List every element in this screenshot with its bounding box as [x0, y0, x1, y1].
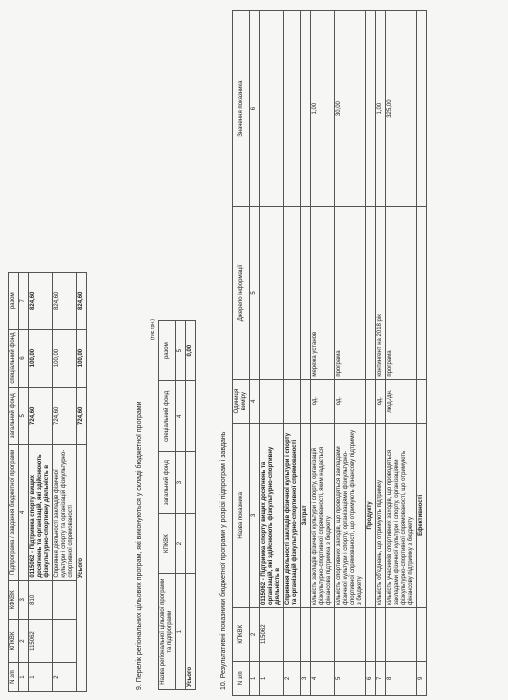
t3-value [417, 11, 427, 207]
t3-kpkvk [366, 608, 376, 662]
t1-header: Підпрограма / завдання бюджетної програми [9, 444, 19, 580]
table-row-total [77, 273, 87, 692]
t2-empty [186, 513, 196, 573]
t1-gf: 724,60 [53, 387, 77, 444]
t1-total: 824,60 [29, 273, 53, 330]
t1-sf: 100,00 [53, 329, 77, 387]
t3-source [417, 207, 427, 379]
t3-source [301, 207, 311, 379]
table-row [53, 273, 77, 692]
t3-n: 2 [284, 661, 301, 695]
funding-table [8, 272, 87, 692]
t1-header: КПКВК [9, 620, 19, 663]
t1-sf: 100,00 [29, 329, 53, 387]
t1-total: 824,60 [53, 273, 77, 330]
t3-n: 3 [301, 661, 311, 695]
t1-header: КФКВК [9, 580, 19, 619]
t1-colnum: 5 [19, 387, 29, 444]
t1-colnum: 1 [19, 663, 29, 692]
t3-name: Сприяння діяльності закладів фізичної культури і спорту та організацій фізкультурно-спортивної спрямованості [284, 423, 301, 607]
section-9-units: (тис.грн.) [150, 318, 156, 340]
t1-kfkvk: 810 [29, 580, 53, 619]
t3-unit [417, 379, 427, 423]
t3-unit [284, 379, 301, 423]
t3-value: 325,00 [386, 11, 417, 207]
t3-value [260, 11, 284, 207]
table-row [301, 11, 311, 696]
t3-value [284, 11, 301, 207]
t1-n: 2 [53, 663, 77, 692]
t3-value: 30,00 [335, 11, 366, 207]
t1-colnum: 7 [19, 273, 29, 330]
t3-colnum: 1 [250, 661, 260, 695]
t3-n: 5 [335, 661, 366, 695]
t3-kpkvk [284, 608, 301, 662]
t3-unit: од. [376, 379, 386, 423]
t2-header: спеціальний фонд [159, 381, 176, 452]
section-9-title: 9. Перелік регіональних цільових програм, які виконуються у складі бюджетної програми [136, 401, 143, 690]
t3-source: мережа установ [311, 207, 335, 379]
t3-name: кількість учасників спортивних заходів, що проводяться закладами фізичної культури і спорту, організаціями фізкультурно-спортивної спрямованості, що отримують фінансову підтримку з бюджету [386, 423, 417, 607]
table-row [366, 11, 376, 696]
t3-name: кількість об'єднань, що отримують підтримку [376, 423, 386, 607]
t2-colnum: 3 [176, 452, 186, 514]
t2-header: загальний фонд [159, 452, 176, 514]
t2-colnum: 4 [176, 381, 186, 452]
t3-name: Продукту [366, 423, 376, 607]
t3-header: КПКВК [233, 608, 250, 662]
t1-name: Сприяння діяльності закладів фізичної культури і спорту та організацій фізкультурно-спортивної спрямованості [53, 444, 77, 580]
t3-value: 1,00 [311, 11, 335, 207]
t3-kpkvk [301, 608, 311, 662]
section-10-title: 10. Результативні показники бюджетної програми у розрізі підпрограм і завдань [220, 431, 227, 690]
t3-n: 4 [311, 661, 335, 695]
t3-source [260, 207, 284, 379]
table-row [376, 11, 386, 696]
t3-source [366, 207, 376, 379]
table-row [335, 11, 366, 696]
t3-header: Одиниця виміру [233, 379, 250, 423]
t1-kpkvk [53, 620, 77, 663]
t2-colnum: 5 [176, 321, 186, 381]
t1-kfkvk [53, 580, 77, 619]
t3-source: програма [386, 207, 417, 379]
t3-source [284, 207, 301, 379]
t3-n: 7 [376, 661, 386, 695]
t3-header: Назва показника [233, 423, 250, 607]
t1-colnum: 6 [19, 329, 29, 387]
t2-header: разом [159, 321, 176, 381]
t2-header: Назва регіональної цільової програми та підпрограми [159, 574, 176, 690]
t3-value [366, 11, 376, 207]
t3-header: Джерело інформації [233, 207, 250, 379]
t3-n: 9 [417, 661, 427, 695]
t3-value [301, 11, 311, 207]
t1-kpkvk: 115062 [29, 620, 53, 663]
t3-name: 0115062 - Підтримка спорту вищих досягнень та організацій, які здійснюють фізкультурно-спортивну діяльність в [260, 423, 284, 607]
table-row [260, 11, 284, 696]
t3-kpkvk [386, 608, 417, 662]
t3-unit: од. [335, 379, 366, 423]
table-row [284, 11, 301, 696]
t3-kpkvk [311, 608, 335, 662]
t3-unit [260, 379, 284, 423]
t3-n: 8 [386, 661, 417, 695]
t1-header: N з/п [9, 663, 19, 692]
t1-gf: 724,60 [29, 387, 53, 444]
t1-sum-total: 824,60 [77, 273, 87, 330]
t2-empty [186, 381, 196, 452]
t3-header: N з/п [233, 661, 250, 695]
t1-colnum: 3 [19, 580, 29, 619]
t3-colnum: 2 [250, 608, 260, 662]
t2-colnum: 1 [176, 574, 186, 690]
t3-colnum: 5 [250, 207, 260, 379]
t3-unit [366, 379, 376, 423]
t3-source: програма [335, 207, 366, 379]
t1-sum-gf: 724,60 [77, 387, 87, 444]
table-row [417, 11, 427, 696]
t3-header: Значення показника [233, 11, 250, 207]
t3-kpkvk [335, 608, 366, 662]
t1-sum-sf: 100,00 [77, 329, 87, 387]
t1-header: разом [9, 273, 19, 330]
t3-name: кількість спортивних заходів, що проводяться закладами фізичної культури і спорту, організаціями фізкультурно-спортивної спрямованості, що отримують фінансову підтримку з бюджету [335, 423, 366, 607]
t3-unit: од. [311, 379, 335, 423]
table-row-total [186, 321, 196, 690]
t3-n: 1 [260, 661, 284, 695]
t1-header: загальний фонд [9, 387, 19, 444]
t1-n: 1 [29, 663, 53, 692]
t3-unit [301, 379, 311, 423]
t2-sum-label: Усього [186, 574, 196, 690]
t3-source: контингент на 2018 рік [376, 207, 386, 379]
t1-header: спеціальний фонд [9, 329, 19, 387]
t2-colnum: 2 [176, 513, 186, 573]
t2-header: КПКВК [159, 513, 176, 573]
t1-colnum: 4 [19, 444, 29, 580]
table-row [311, 11, 335, 696]
table-row [29, 273, 53, 692]
table-row [386, 11, 417, 696]
t3-colnum: 6 [250, 11, 260, 207]
t1-colnum: 2 [19, 620, 29, 663]
t3-n: 6 [366, 661, 376, 695]
performance-table [232, 10, 427, 696]
t3-name: кількість закладів фізичної культури і спорту, організацій фізкультурно-спортивної спрямованості, яким надається фінансова підтримка з бюджету [311, 423, 335, 607]
t3-value: 1,00 [376, 11, 386, 207]
regional-programs-table [158, 320, 196, 690]
t3-colnum: 4 [250, 379, 260, 423]
t3-name: Затрат [301, 423, 311, 607]
t3-kpkvk: 115062 [260, 608, 284, 662]
t3-kpkvk [376, 608, 386, 662]
t3-kpkvk [417, 608, 427, 662]
t3-unit: люд./дн. [386, 379, 417, 423]
t2-empty [186, 452, 196, 514]
t1-name: 0115062 - Підтримка спорту вищих досягнень та організацій, які здійснюють фізкультурно-спортивну діяльність в [29, 444, 53, 580]
t2-sum-total: 0,00 [186, 321, 196, 381]
t1-sum-label: Усього [77, 444, 87, 691]
t3-name: Ефективності [417, 423, 427, 607]
t3-colnum: 3 [250, 423, 260, 607]
